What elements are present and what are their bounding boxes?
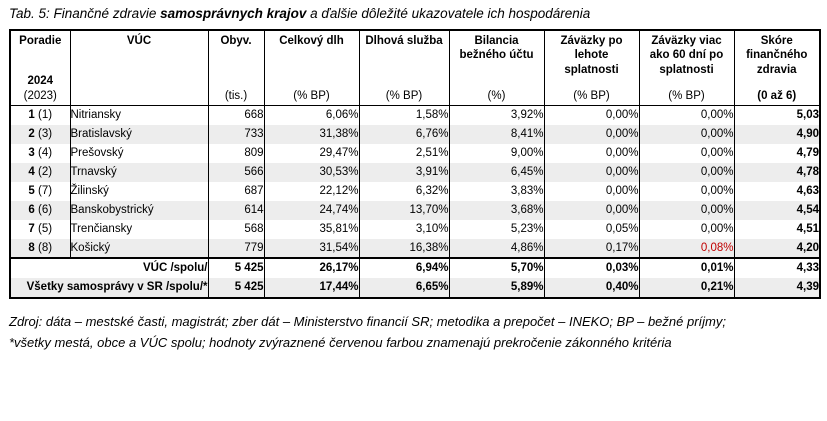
header-prev-year: (2023)	[23, 89, 57, 102]
zav_po-value: 0,17%	[544, 239, 639, 258]
score-value: 5,03	[734, 106, 820, 125]
zav_60-value: 0,00%	[639, 220, 734, 239]
zav_60-value: 0,00%	[639, 201, 734, 220]
footnote-legend: *všetky mestá, obce a VÚC spolu; hodnoty zvýraznené červenou farbou znamenajú prekročenie zákonného kritéria	[9, 334, 672, 350]
rank-cell	[10, 163, 70, 182]
obyv-value: 779	[208, 239, 264, 258]
score-value: 4,51	[734, 220, 820, 239]
financial-health-table	[9, 29, 821, 299]
zav_60-value: 0,00%	[639, 144, 734, 163]
rank-cell	[10, 220, 70, 239]
bilancia-value: 8,41%	[449, 125, 544, 144]
region-name: Trnavský	[70, 163, 208, 182]
rank-previous: (1)	[38, 109, 53, 122]
summary-label: Všetky samosprávy v SR /spolu/*	[26, 281, 208, 293]
zav_po-value: 0,00%	[544, 144, 639, 163]
obyv-value: 614	[208, 201, 264, 220]
rank-number: 3	[28, 147, 35, 159]
region-name: Trenčiansky	[70, 220, 208, 239]
zav_60-value: 0,08%	[639, 239, 734, 258]
rank-previous: (2)	[38, 166, 53, 178]
zav_po-total: 0,40%	[544, 278, 639, 298]
dlh-value: 24,74%	[264, 201, 359, 220]
obyv-value: 687	[208, 182, 264, 201]
rank-number: 8	[28, 241, 35, 254]
sluzba-value: 3,10%	[359, 220, 449, 239]
summary-label: VÚC /spolu/	[10, 258, 208, 278]
zav_po-value: 0,05%	[544, 220, 639, 239]
dlh-total: 17,44%	[264, 278, 359, 298]
obyv-value: 668	[208, 106, 264, 125]
obyv-value: 568	[208, 220, 264, 239]
obyv-value: 566	[208, 163, 264, 182]
sluzba-value: 13,70%	[359, 201, 449, 220]
rank-cell	[10, 125, 70, 144]
zav_po-value: 0,00%	[544, 201, 639, 220]
zav_po-value: 0,00%	[544, 182, 639, 201]
rank-previous: (8)	[38, 241, 53, 254]
zav_po-total: 0,03%	[544, 258, 639, 278]
dlh-value: 30,53%	[264, 163, 359, 182]
header-celkovy-dlh: Celkový dlh (% BP)	[264, 30, 359, 106]
table-body	[10, 106, 820, 298]
header-poradie-label: Poradie	[19, 35, 62, 47]
header-vuc-label: VÚC	[126, 35, 152, 47]
dlh-value: 22,12%	[264, 182, 359, 201]
bilancia-value: 3,92%	[449, 106, 544, 125]
header-bilancia: Bilancia bežného účtu (%)	[449, 30, 544, 106]
title-prefix: Tab. 5: Finančné zdravie	[9, 6, 161, 21]
table-row	[10, 220, 820, 239]
region-name: Prešovský	[70, 144, 208, 163]
zav_60-value: 0,00%	[639, 106, 734, 125]
region-name: Nitriansky	[70, 106, 208, 125]
rank-number: 6	[28, 204, 35, 216]
rank-number: 7	[28, 223, 35, 235]
header-vuc	[70, 30, 208, 106]
sluzba-value: 6,32%	[359, 182, 449, 201]
dlh-value: 29,47%	[264, 144, 359, 163]
table-header	[10, 30, 820, 106]
score-value: 4,63	[734, 182, 820, 201]
rank-previous: (4)	[38, 147, 53, 159]
score-value: 4,78	[734, 163, 820, 182]
header-dlhova-sluzba: Dlhová služba (% BP)	[359, 30, 449, 106]
sluzba-value: 16,38%	[359, 239, 449, 258]
table-row	[10, 201, 820, 220]
summary-row	[10, 258, 820, 278]
header-zavazky-po-lehote: Záväzky po lehote splatnosti (% BP)	[544, 30, 639, 106]
bilancia-value: 6,45%	[449, 163, 544, 182]
table-row	[10, 239, 820, 258]
rank-number: 1	[28, 109, 35, 122]
bilancia-value: 3,68%	[449, 201, 544, 220]
header-skore: Skóre finančného zdravia (0 až 6)	[734, 30, 820, 106]
header-poradie	[10, 30, 70, 106]
sluzba-value: 1,58%	[359, 106, 449, 125]
rank-cell	[10, 144, 70, 163]
score-total: 4,33	[734, 258, 820, 278]
zav_po-value: 0,00%	[544, 163, 639, 182]
bilancia-value: 3,83%	[449, 182, 544, 201]
dlh-value: 31,54%	[264, 239, 359, 258]
header-obyv: Obyv. (tis.)	[208, 30, 264, 106]
header-year: 2024	[27, 75, 54, 88]
dlh-value: 31,38%	[264, 125, 359, 144]
sluzba-total: 6,65%	[359, 278, 449, 298]
bilancia-value: 4,86%	[449, 239, 544, 258]
zav_60-value: 0,00%	[639, 182, 734, 201]
bilancia-total: 5,89%	[449, 278, 544, 298]
rank-previous: (5)	[38, 223, 53, 235]
summary-row	[10, 278, 820, 298]
zav_60-total: 0,01%	[639, 258, 734, 278]
dlh-value: 35,81%	[264, 220, 359, 239]
dlh-total: 26,17%	[264, 258, 359, 278]
table-row	[10, 106, 820, 125]
bilancia-total: 5,70%	[449, 258, 544, 278]
zav_po-value: 0,00%	[544, 106, 639, 125]
zav_po-value: 0,00%	[544, 125, 639, 144]
title-bold-phrase: samosprávnych krajov	[160, 6, 307, 21]
score-value: 4,79	[734, 144, 820, 163]
obyv-total: 5 425	[208, 258, 264, 278]
score-value: 4,90	[734, 125, 820, 144]
sluzba-value: 6,76%	[359, 125, 449, 144]
rank-cell	[10, 106, 70, 125]
score-total: 4,39	[734, 278, 820, 298]
rank-number: 2	[28, 128, 35, 140]
table-row	[10, 125, 820, 144]
rank-number: 4	[28, 166, 35, 178]
sluzba-value: 3,91%	[359, 163, 449, 182]
rank-cell	[10, 182, 70, 201]
rank-previous: (6)	[38, 204, 53, 216]
table-title	[9, 6, 827, 21]
table-row	[10, 163, 820, 182]
obyv-total: 5 425	[208, 278, 264, 298]
rank-previous: (3)	[38, 128, 53, 140]
region-name: Banskobystrický	[70, 201, 208, 220]
footnote-source: Zdroj: dáta – mestské časti, magistrát; zber dát – Ministerstvo financií SR; metodika a prepočet – INEKO; BP – bežné príjmy;	[9, 313, 726, 329]
bilancia-value: 5,23%	[449, 220, 544, 239]
table-row	[10, 144, 820, 163]
rank-cell	[10, 239, 70, 258]
region-name: Žilinský	[70, 182, 208, 201]
zav_60-total: 0,21%	[639, 278, 734, 298]
dlh-value: 6,06%	[264, 106, 359, 125]
rank-number: 5	[28, 185, 35, 197]
bilancia-value: 9,00%	[449, 144, 544, 163]
rank-previous: (7)	[38, 185, 53, 197]
obyv-value: 733	[208, 125, 264, 144]
zav_60-value: 0,00%	[639, 163, 734, 182]
obyv-value: 809	[208, 144, 264, 163]
sluzba-total: 6,94%	[359, 258, 449, 278]
score-value: 4,54	[734, 201, 820, 220]
table-row	[10, 182, 820, 201]
score-value: 4,20	[734, 239, 820, 258]
footnotes	[9, 311, 827, 353]
region-name: Bratislavský	[70, 125, 208, 144]
region-name: Košický	[70, 239, 208, 258]
rank-cell	[10, 201, 70, 220]
zav_60-value: 0,00%	[639, 125, 734, 144]
header-zavazky-60-dni: Záväzky viac ako 60 dní po splatnosti (% BP)	[639, 30, 734, 106]
sluzba-value: 2,51%	[359, 144, 449, 163]
title-suffix: a ďalšie dôležité ukazovatele ich hospodárenia	[306, 6, 591, 21]
